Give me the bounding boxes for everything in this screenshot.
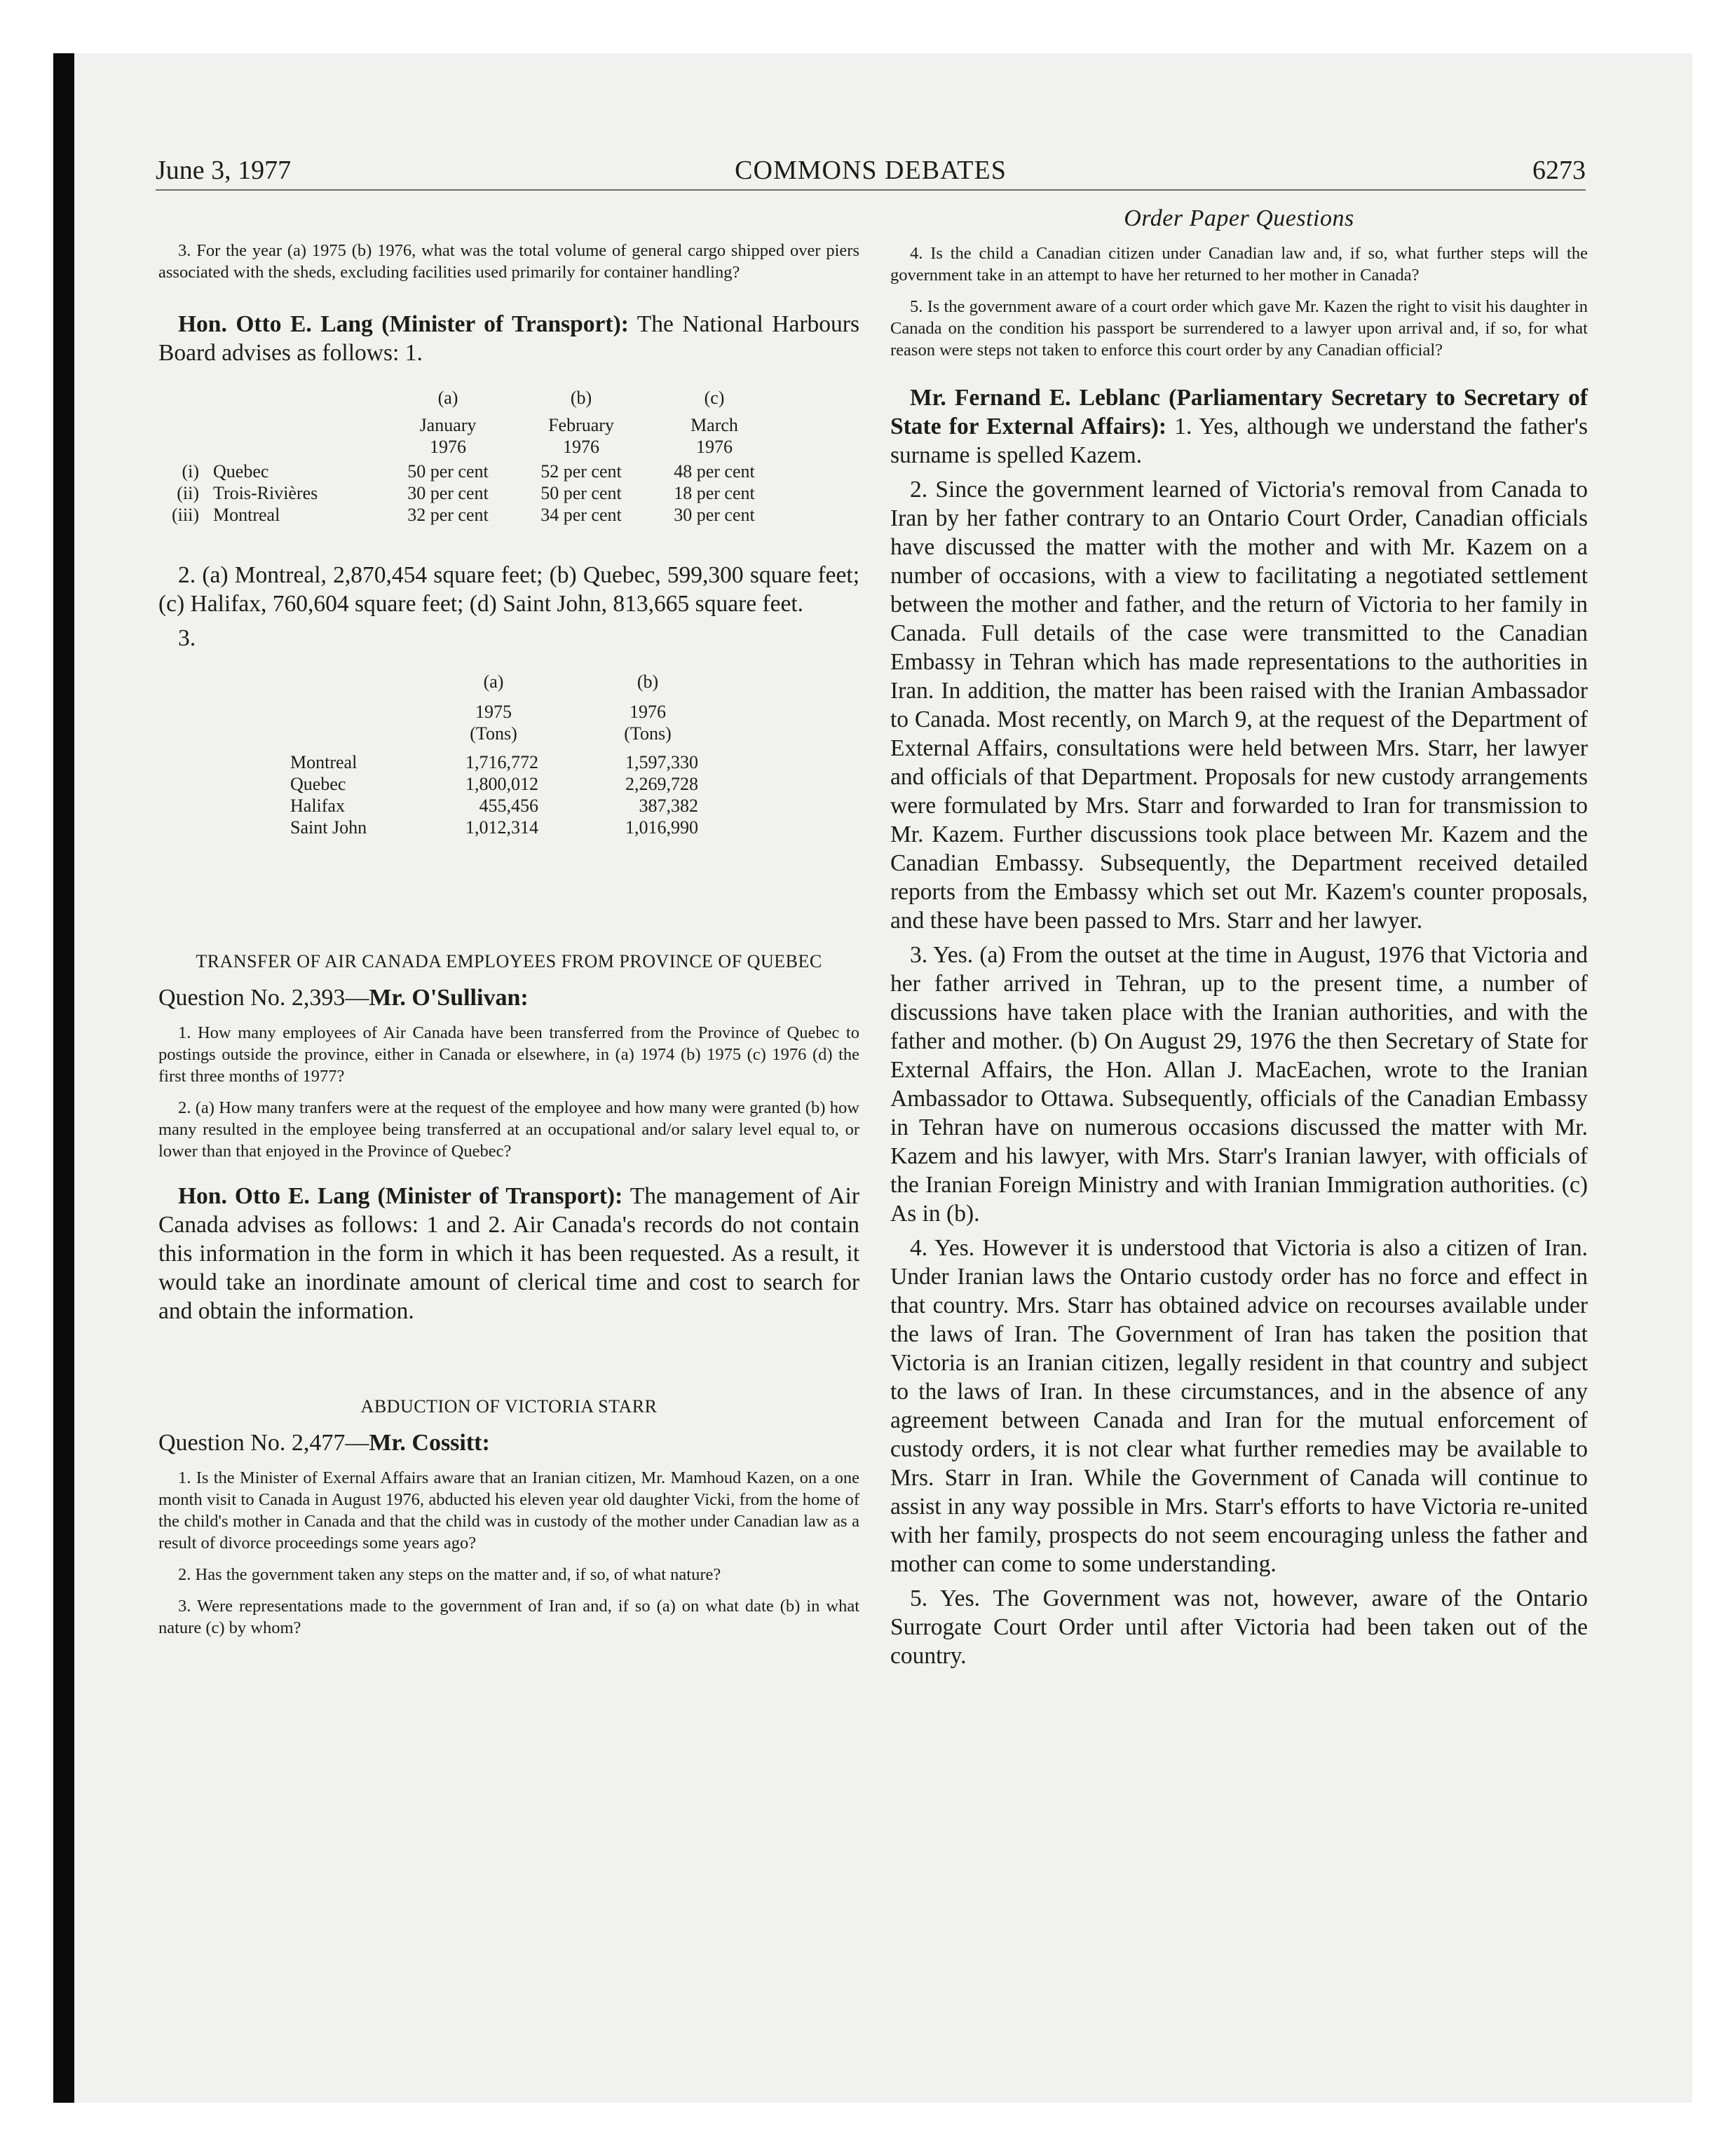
left-column	[158, 240, 859, 1639]
page-number: 6273	[1532, 156, 1586, 185]
section-heading: ABDUCTION OF VICTORIA STARR	[360, 1396, 658, 1417]
header-title: COMMONS DEBATES	[735, 156, 1007, 185]
answer-nhb: Hon. Otto E. Lang (Minister of Transport): The National Harbours Board advises as follows: 1.	[158, 311, 859, 366]
table-row: (iii) Montreal 32 per cent 34 per cent 30 per cent	[172, 505, 755, 525]
speaker-leblanc: Mr. Fernand E. Leblanc (Parliamentary Secretary to Secretary of State for External Affairs):	[890, 385, 1588, 439]
page-header	[156, 151, 1586, 191]
right-column	[890, 203, 1588, 1676]
question-text: 4. Is the child a Canadian citizen under Canadian law and, if so, what further steps will the government take in an attempt to have her returned to her mother in Canada? 5. Is the government aware of a court order which gave Mr. Kazen the right to visit his daughter in Canada on the condition his passport be surrendered to a lawyer upon arrival and, if so, for what reason were steps not taken to enforce this court order by any Canadian official?	[890, 244, 1588, 360]
question-number: Question No. 2,393—Mr. O'Sullivan:	[158, 985, 529, 1011]
binding-edge	[53, 53, 74, 2103]
section-heading: TRANSFER OF AIR CANADA EMPLOYEES FROM PROVINCE OF QUEBEC	[196, 951, 822, 971]
order-paper-subhead: Order Paper Questions	[1124, 205, 1354, 231]
question-3: 3. For the year (a) 1975 (b) 1976, what was the total volume of general cargo shipped over piers associated with the sheds, excluding facilities used primarily for container handling?	[158, 241, 859, 282]
answer-air-canada: Hon. Otto E. Lang (Minister of Transport): The management of Air Canada advises as follows: 1 and 2. Air Canada's records do not contain this information in the form in which it has been requested. As a result, it would take an inordinate amount of clerical time and cost to search for and obtain the information.	[158, 1183, 859, 1324]
answer-2-areas: 2. (a) Montreal, 2,870,454 square feet; (b) Quebec, 599,300 square feet; (c) Halifax, 760,604 square feet; (d) Saint John, 813,665 square feet. 3.	[158, 562, 859, 651]
speaker-lang: Hon. Otto E. Lang (Minister of Transport):	[178, 311, 629, 337]
table-row: Halifax 455,456 387,382	[290, 796, 698, 816]
table-row: (ii) Trois-Rivières 30 per cent 50 per cent 18 per cent	[177, 483, 755, 503]
answer-leblanc: Mr. Fernand E. Leblanc (Parliamentary Secretary to Secretary of State for External Affairs): 1. Yes, although we understand the father's surname is spelled Kazem. 2. Since the government learned of Victoria's removal from Canada to Iran by her father contrary to an Ontario Court Order, Canadian officials have discussed the matter with the mother and with Mr. Kazem on a number of occasions, with a view to facilitating a negotiated settlement between the mother and father, and the return of Victoria to her family in Canada. Full details of the case were transmitted to the Canadian Embassy in Tehran which has made representations to the authorities in Iran. In addition, the matter has been raised with the Iranian Ambassador to Canada. Most recently, on March 9, at the request of the Department of External Affairs, consultations were held between Mrs. Starr, her lawyer and officials of that Department. Proposals for new custody arrangements were formulated by Mrs. Starr and forwarded to Iran for transmission to Mr. Kazem. Further discussions took place between Mr. Kazem and the Canadian Embassy. Subsequently, the Department received detailed reports from the Embassy which set out Mr. Kazem's counter proposals, and these have been passed to Mrs. Starr and her lawyer. 3. Yes. (a) From the outset at the time in August, 1976 that Victoria and her father arrived in Tehran, up to the present time, a number of discussions have taken place with the Iranian authorities, and with the father and mother. (b) On August 29, 1976 the then Secretary of State for External Affairs, the Hon. Allan J. MacEachen, wrote to the Iranian Ambassador to Ottawa. Subsequently, officials of the Canadian Embassy in Tehran have on numerous occasions discussed the matter with Mr. Kazem and his lawyer, with Mrs. Starr's Iranian lawyer, with officials of the Iranian Foreign Ministry and with Iranian Immigration authorities. (c) As in (b). 4. Yes. However it is understood that Victoria is also a citizen of Iran. Under Iranian laws the Ontario custody order has no force and effect in that country. Mrs. Starr has obtained advice on recourses available under the laws of Iran. The Government of Iran has taken the position that Victoria is an Iranian citizen, legally resident in that country and subject to the laws of Iran. In these circumstances, and in the absence of any agreement between Canada and Iran for the mutual enforcement of custody orders, it is not clear what further remedies may be available to Mrs. Starr in Iran. While the Government of Canada will continue to assist in any way possible in Mrs. Starr's efforts to have Victoria re-united with her family, prospects do not seem encouraging unless the father and mother can come to some understanding. 5. Yes. The Government was not, however, aware of the Ontario Surrogate Court Order until after Victoria had been taken out of the country.	[890, 385, 1588, 1669]
table-row: Montreal 1,716,772 1,597,330	[290, 752, 698, 772]
header-date: June 3, 1977	[156, 156, 292, 185]
table-row: (i) Quebec 50 per cent 52 per cent 48 per cent	[182, 461, 755, 482]
question-number: Question No. 2,477—Mr. Cossitt:	[158, 1430, 490, 1456]
section-air-canada	[158, 950, 859, 1325]
question-text: 1. Is the Minister of Exernal Affairs aware that an Iranian citizen, Mr. Mamhoud Kazen, on a one month visit to Canada in August 1976, abducted his eleven year old daughter Vicki, from the home of the child's mother in Canada and that the child was in custody of the mother under Canadian law as a result of divorce proceedings some years ago? 2. Has the government taken any steps on the matter and, if so, of what nature? 3. Were representations made to the government of Iran and, if so (a) on what date (b) in what nature (c) by whom?	[158, 1468, 859, 1637]
question-text: 1. How many employees of Air Canada have been transferred from the Province of Quebec to postings outside the province, either in Canada or elsewhere, in (a) 1974 (b) 1975 (c) 1976 (d) the first three months of 1977? 2. (a) How many tranfers were at the request of the employee and how many were granted (b) how many resulted in the employee being transferred at an occupational and/or salary level equal to, or lower than that enjoyed in the Province of Quebec?	[158, 1023, 859, 1161]
table-row: Quebec 1,800,012 2,269,728	[290, 774, 698, 794]
cargo-percent-table: (a) (b) (c) January February March 1976 1976 1976 (i) Quebec 50 per cent 52 per cent 48 per cent (ii) Trois-Rivières 30 per cent 50 per cent 18 per cent (iii) Montreal 32 per cent 34 per cent 30 per cent	[165, 387, 781, 526]
section-abduction	[158, 1396, 859, 1639]
table-row: Saint John 1,012,314 1,016,990	[290, 817, 698, 838]
cargo-tons-table: (a) (b) 1975 1976 (Tons) (Tons) Montreal 1,716,772 1,597,330 Quebec 1,800,012 2,269,728 Halifax 455,456 387,382 Saint John 1,012,314 1,016,990	[290, 671, 739, 838]
